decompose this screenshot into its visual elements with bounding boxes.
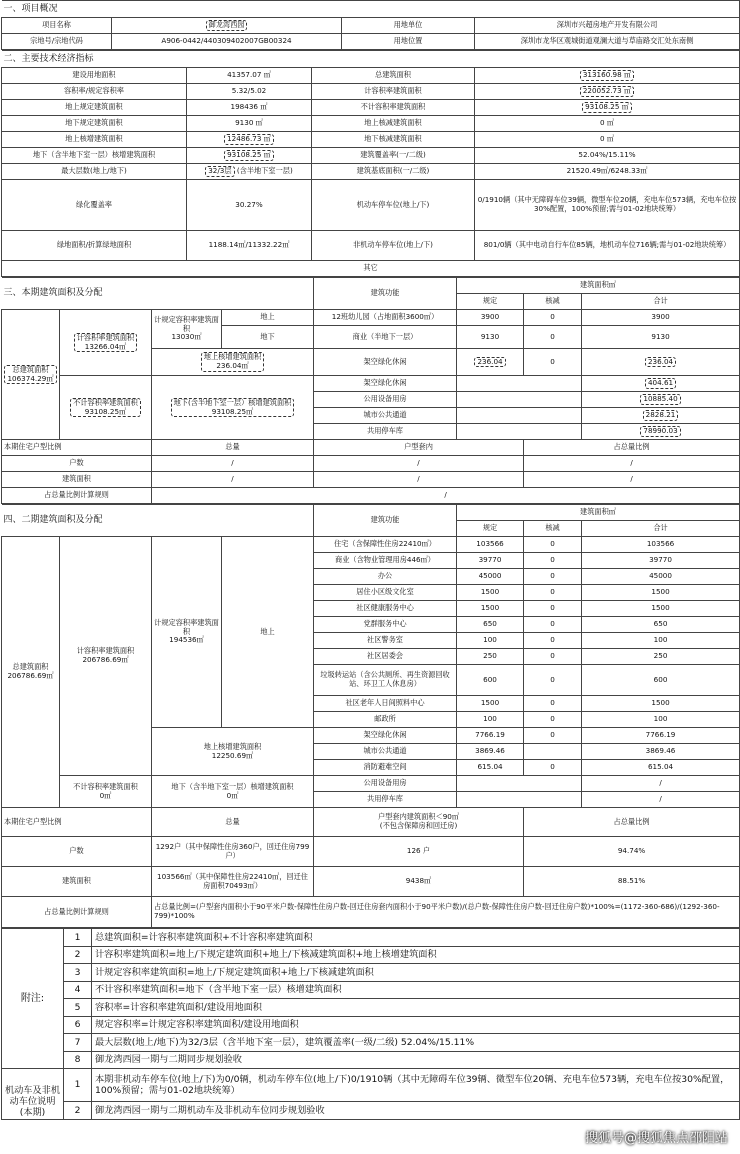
ratio-col-header: 占总量比例 — [524, 440, 740, 456]
row-total: 250 — [582, 649, 740, 665]
note-row — [2, 929, 740, 947]
note-row — [2, 999, 740, 1017]
row-func: 社区健康服务中心 — [314, 601, 457, 617]
area-header: 建筑面积㎡ — [457, 278, 740, 294]
row-func: 架空绿化休闲 — [314, 376, 457, 392]
row-total: 1500 — [582, 585, 740, 601]
row-core — [524, 744, 582, 760]
note-row — [2, 946, 740, 964]
parking-note-row — [2, 1069, 740, 1102]
row-core: 0 — [524, 728, 582, 744]
note-row — [2, 1051, 740, 1069]
highlight-box: 93108.25 ㎡ — [582, 102, 632, 113]
note-number: 1 — [64, 1069, 92, 1102]
area-total: 103566㎡（其中保障性住房22410㎡，回迁住房面积70493㎡） — [152, 867, 314, 897]
row-total: 600 — [582, 665, 740, 696]
row-spec: 1500 — [457, 585, 524, 601]
indicator-value: 52.04%/15.11% — [475, 148, 740, 164]
row-spec: 103566 — [457, 537, 524, 553]
note-text: 御龙湾西园一期与二期同步规划验收 — [92, 1051, 740, 1069]
tech-indicators-table — [1, 50, 740, 277]
note-text: 规定容积率=计规定容积率建筑面积/建设用地面积 — [92, 1016, 740, 1034]
row-func: 社区居委会 — [314, 649, 457, 665]
phase2-area-table — [1, 504, 740, 928]
row-func: 消防避难空间 — [314, 760, 457, 776]
note-text: 本期非机动车停车位(地上/下)为0/0辆，机动车停车位(地上/下)0/1910辆（其中无障碍车位39辆、微型车位20辆、充电车位573辆，充电车位按30%配置，100%预留；需与01-02地块统筹） — [92, 1069, 740, 1102]
green-value: 30.27% — [187, 180, 312, 231]
floors-value: 32/3层 — [205, 166, 234, 177]
under-core-box: 地下(含半地下室一层）核增建筑面积 93108.25㎡ — [171, 398, 295, 417]
highlight-box: 220052.73 ㎡ — [580, 86, 634, 97]
row-func: 党群服务中心 — [314, 617, 457, 633]
row-total: 103566 — [582, 537, 740, 553]
note-row — [2, 1034, 740, 1052]
area-type: 9438㎡ — [314, 867, 524, 897]
row-spec: 250 — [457, 649, 524, 665]
note-number: 8 — [64, 1051, 92, 1069]
func-header: 建筑功能 — [314, 505, 457, 537]
type-col-header: 户型套内建筑面积＜90㎡ (不包含保障房和回迁房) — [314, 808, 524, 837]
row-total: 100 — [582, 633, 740, 649]
above-label: 地上 — [222, 310, 314, 326]
row-func: 居住小区级文化室 — [314, 585, 457, 601]
parking-notes-label: 机动车及非机动车位说明(本期) — [2, 1069, 64, 1120]
row-func: 商业（半地下一层） — [314, 326, 457, 349]
row-spec: 650 — [457, 617, 524, 633]
row-func: 架空绿化休闲 — [314, 728, 457, 744]
indicator-label: 总建筑面积 — [312, 68, 475, 84]
note-text: 容积率=计容积率建筑面积/建设用地面积 — [92, 999, 740, 1017]
row-total: 650 — [582, 617, 740, 633]
row-core: 0 — [524, 310, 582, 326]
total-area: 总建筑面积 206786.69㎡ — [2, 537, 60, 808]
row-func: 社区警务室 — [314, 633, 457, 649]
indicator-row — [2, 68, 740, 84]
floors-label: 最大层数(地上/地下) — [2, 164, 187, 180]
slash: / — [314, 472, 524, 488]
row-spec: 9130 — [457, 326, 524, 349]
note-number: 5 — [64, 999, 92, 1017]
core-inc-area: 地上核增建筑面积 12250.69㎡ — [152, 728, 314, 776]
row-total: 404.61 — [645, 378, 676, 389]
row-func: 城市公共通道 — [314, 408, 457, 424]
spec-area: 计规定容积率建筑面积 13030㎡ — [152, 310, 222, 349]
row-total: 39770 — [582, 553, 740, 569]
type-col-header: 户型套内 — [314, 440, 524, 456]
nonmotor-label: 非机动车停车位(地上/下) — [312, 231, 475, 261]
land-unit-label: 用地单位 — [342, 18, 475, 34]
ratio-rule-label: 占总量比例计算规则 — [2, 897, 152, 928]
table-row — [2, 537, 740, 553]
row-total: / — [582, 792, 740, 808]
slash: / — [152, 456, 314, 472]
row-core: 0 — [524, 665, 582, 696]
row-total: 9130 — [582, 326, 740, 349]
note-number: 2 — [64, 946, 92, 964]
households-ratio: 94.74% — [524, 837, 740, 867]
green-area-label: 绿地面积/折算绿地面积 — [2, 231, 187, 261]
section-title: 二、主要技术经济指标 — [2, 51, 740, 68]
empty-cell — [457, 792, 582, 808]
spec-area: 计规定容积率建筑面积 194536㎡ — [152, 537, 222, 728]
indicator-label: 容积率/规定容积率 — [2, 84, 187, 100]
section-title: 四、二期建筑面积及分配 — [2, 505, 314, 537]
ratio-col-header: 占总量比例 — [524, 808, 740, 837]
row-core: 0 — [524, 326, 582, 349]
row-func: 架空绿化休闲 — [314, 349, 457, 376]
core-header: 核减 — [524, 521, 582, 537]
project-overview-table — [1, 0, 740, 50]
row-func: 12班幼儿园（占地面积3600㎡） — [314, 310, 457, 326]
highlight-box: 12486.73 ㎡ — [224, 134, 274, 145]
table-row — [2, 776, 740, 792]
indicator-label: 地下规定建筑面积 — [2, 116, 187, 132]
note-text: 不计容积率建筑面积=地下（含半地下室一层）核增建筑面积 — [92, 981, 740, 999]
area-header: 建筑面积㎡ — [457, 505, 740, 521]
row-func: 公用设备用房 — [314, 392, 457, 408]
section-title: 三、本期建筑面积及分配 — [2, 278, 314, 310]
row-core: 0 — [524, 601, 582, 617]
cal-area-box: 计容积率建筑面积 13266.04㎡ — [74, 333, 138, 352]
row-total: 236.04 — [645, 357, 676, 368]
note-number: 2 — [64, 1102, 92, 1120]
highlight-box: 313160.98 ㎡ — [580, 70, 634, 81]
note-row — [2, 964, 740, 982]
below-label: 地下 — [222, 326, 314, 349]
households-label: 户数 — [2, 837, 152, 867]
ratio-rule-text: 占总量比例=(户型套内面积小于90平米户数-保障性住房户数-回迁住房套内面积小于90平米户数)/(总户数-保障性住房户数-回迁住房户数)*100%=(1172-360-686)/(1292-360-799)*100% — [152, 897, 740, 928]
row-core: 0 — [524, 712, 582, 728]
ratio-rule-label: 占总量比例计算规则 — [2, 488, 152, 504]
noncal-area: 不计容积率建筑面积 0㎡ — [60, 776, 152, 808]
total-col-header: 总量 — [152, 808, 314, 837]
indicator-row — [2, 132, 740, 148]
row-spec: 236.04 — [474, 357, 505, 368]
row-total: 1500 — [582, 601, 740, 617]
other-label: 其它 — [2, 261, 740, 277]
indicator-label: 地下（含半地下室一层）核增建筑面积 — [2, 148, 187, 164]
indicator-value — [187, 148, 312, 164]
total-header: 合计 — [582, 294, 740, 310]
row-spec: 600 — [457, 665, 524, 696]
slash: / — [524, 456, 740, 472]
indicator-label: 计容积率建筑面积 — [312, 84, 475, 100]
parking-value: 0/1910辆（其中无障碍车位39辆，微型车位20辆，充电车位573辆，充电车位按30%配置，100%预留;需与01-02地块统筹） — [475, 180, 740, 231]
parcel-label: 宗地号/宗地代码 — [2, 34, 112, 50]
row-func: 城市公共通道 — [314, 744, 457, 760]
indicator-value — [475, 84, 740, 100]
slash: / — [314, 456, 524, 472]
indicator-label: 地上规定建筑面积 — [2, 100, 187, 116]
total-header: 合计 — [582, 521, 740, 537]
row-spec: 615.04 — [457, 760, 524, 776]
total-area-box: 总建筑面积 106374.29㎡ — [4, 365, 56, 384]
spec-header: 规定 — [457, 294, 524, 310]
indicator-value: 41357.07 ㎡ — [187, 68, 312, 84]
row-core: 0 — [524, 633, 582, 649]
green-label: 绿化覆盖率 — [2, 180, 187, 231]
parking-note-row — [2, 1102, 740, 1120]
area-ratio: 88.51% — [524, 867, 740, 897]
indicator-value: 5.32/5.02 — [187, 84, 312, 100]
row-func: 办公 — [314, 569, 457, 585]
row-spec: 3900 — [457, 310, 524, 326]
row-func: 社区老年人日间照料中心 — [314, 696, 457, 712]
indicator-row — [2, 100, 740, 116]
indicator-value: 9130 ㎡ — [187, 116, 312, 132]
households-label: 户数 — [2, 456, 152, 472]
indicator-value — [475, 100, 740, 116]
row-total: 1500 — [582, 696, 740, 712]
row-spec: 45000 — [457, 569, 524, 585]
row-total: 3900 — [582, 310, 740, 326]
note-row — [2, 1016, 740, 1034]
parcel-value: A906-0442/440309402007GB00324 — [112, 34, 342, 50]
row-total: 7766.19 — [582, 728, 740, 744]
note-text: 最大层数(地上/地下)为32/3层（含半地下室一层），建筑覆盖率(一级/二级) 52.04%/15.11% — [92, 1034, 740, 1052]
note-number: 1 — [64, 929, 92, 947]
parking-label: 机动车停车位(地上/下) — [312, 180, 475, 231]
note-text: 御龙湾西园一期与二期机动车及非机动车位同步规划验收 — [92, 1102, 740, 1120]
row-spec: 7766.19 — [457, 728, 524, 744]
total-col-header: 总量 — [152, 440, 314, 456]
row-total: 615.04 — [582, 760, 740, 776]
func-header: 建筑功能 — [314, 278, 457, 310]
row-func: 共用停车库 — [314, 792, 457, 808]
spec-header: 规定 — [457, 521, 524, 537]
location-value: 深圳市龙华区观城街道观澜大道与草庙路交汇处东南侧 — [475, 34, 740, 50]
empty-cell — [457, 776, 582, 792]
slash: / — [152, 488, 740, 504]
base-label: 建筑基底面积(一/二级) — [312, 164, 475, 180]
base-value: 21520.49㎡/6248.33㎡ — [475, 164, 740, 180]
nonmotor-value: 801/0辆（其中电动自行车位85辆，地机动车位716辆;需与01-02地块统筹） — [475, 231, 740, 261]
row-spec: 3869.46 — [457, 744, 524, 760]
row-func: 住宅（含保障性住房22410㎡） — [314, 537, 457, 553]
row-func: 共用停车库 — [314, 424, 457, 440]
core-header: 核减 — [524, 294, 582, 310]
phase1-area-table — [1, 277, 740, 504]
households-total: 1292户（其中保障性住房360户，回迁住房799户） — [152, 837, 314, 867]
note-text: 计规定容积率建筑面积=地上/下规定建筑面积+地上/下核减建筑面积 — [92, 964, 740, 982]
row-total: 100 — [582, 712, 740, 728]
notes-label: 附注: — [2, 929, 64, 1069]
row-total: 10885.40 — [640, 394, 680, 405]
row-spec: 39770 — [457, 553, 524, 569]
row-spec: 100 — [457, 712, 524, 728]
row-core: 0 — [524, 760, 582, 776]
core-inc-box: 地上核增建筑面积 236.04㎡ — [201, 352, 265, 371]
project-name-label: 项目名称 — [2, 18, 112, 34]
land-unit: 深圳市兴超房地产开发有限公司 — [475, 18, 740, 34]
note-number: 6 — [64, 1016, 92, 1034]
indicator-label: 地上核增建筑面积 — [2, 132, 187, 148]
watermark: 搜狐号@搜狐焦点邵阳站 — [584, 1131, 728, 1146]
note-row — [2, 981, 740, 999]
row-core: 0 — [524, 349, 582, 376]
row-core: 0 — [524, 585, 582, 601]
indicator-value — [475, 68, 740, 84]
indicator-label: 建设用地面积 — [2, 68, 187, 84]
note-number: 3 — [64, 964, 92, 982]
under-core-area: 地下（含半地下室一层）核增建筑面积 0㎡ — [152, 776, 314, 808]
indicator-row — [2, 84, 740, 100]
highlight-box: 93108.25 ㎡ — [224, 150, 274, 161]
row-core: 0 — [524, 617, 582, 633]
indicator-value: 0 ㎡ — [475, 132, 740, 148]
indicator-row — [2, 148, 740, 164]
indicator-label: 地上核减建筑面积 — [312, 116, 475, 132]
row-core: 0 — [524, 569, 582, 585]
indicator-label: 建筑覆盖率(一/二级) — [312, 148, 475, 164]
noncal-box: 不计容积率建筑面积 93108.25㎡ — [70, 398, 141, 417]
indicator-value: 0 ㎡ — [475, 116, 740, 132]
above-label: 地上 — [222, 537, 314, 728]
indicator-label: 不计容积率建筑面积 — [312, 100, 475, 116]
location-label: 用地位置 — [342, 34, 475, 50]
housing-ratio-label: 本期住宅户型比例 — [2, 808, 152, 837]
row-spec: 1500 — [457, 696, 524, 712]
row-total: 2828.21 — [643, 410, 679, 421]
section-title: 一、项目概况 — [2, 1, 740, 18]
cal-area: 计容积率建筑面积 206786.69㎡ — [60, 537, 152, 776]
row-func: 公用设备用房 — [314, 776, 457, 792]
slash: / — [152, 472, 314, 488]
housing-ratio-label: 本期住宅户型比例 — [2, 440, 152, 456]
households-type: 126 户 — [314, 837, 524, 867]
row-spec: 1500 — [457, 601, 524, 617]
area-label: 建筑面积 — [2, 867, 152, 897]
indicator-label: 地下核减建筑面积 — [312, 132, 475, 148]
project-name: 御龙湾西园 — [206, 20, 248, 31]
row-total: / — [582, 776, 740, 792]
row-core: 0 — [524, 553, 582, 569]
slash: / — [524, 472, 740, 488]
row-total: 45000 — [582, 569, 740, 585]
row-total: 78990.03 — [640, 426, 680, 437]
note-number: 4 — [64, 981, 92, 999]
indicator-value: 198436 ㎡ — [187, 100, 312, 116]
row-func: 商业（含物业管理用房446㎡） — [314, 553, 457, 569]
row-func: 邮政所 — [314, 712, 457, 728]
area-label: 建筑面积 — [2, 472, 152, 488]
row-core: 0 — [524, 537, 582, 553]
note-text: 计容积率建筑面积=地上/下规定建筑面积+地上/下核减建筑面积+地上核增建筑面积 — [92, 946, 740, 964]
notes-table — [1, 928, 740, 1120]
row-total: 3869.46 — [582, 744, 740, 760]
row-core: 0 — [524, 696, 582, 712]
note-text: 总建筑面积=计容积率建筑面积+不计容积率建筑面积 — [92, 929, 740, 947]
indicator-value — [187, 132, 312, 148]
row-func: 垃圾转运站（含公共厕所、再生资源回收站、环卫工人休息房） — [314, 665, 457, 696]
note-number: 7 — [64, 1034, 92, 1052]
row-core: 0 — [524, 649, 582, 665]
indicator-row — [2, 116, 740, 132]
floors-note: (含半地下室一层) — [236, 166, 293, 176]
row-spec: 100 — [457, 633, 524, 649]
green-area-value: 1188.14㎡/11332.22㎡ — [187, 231, 312, 261]
